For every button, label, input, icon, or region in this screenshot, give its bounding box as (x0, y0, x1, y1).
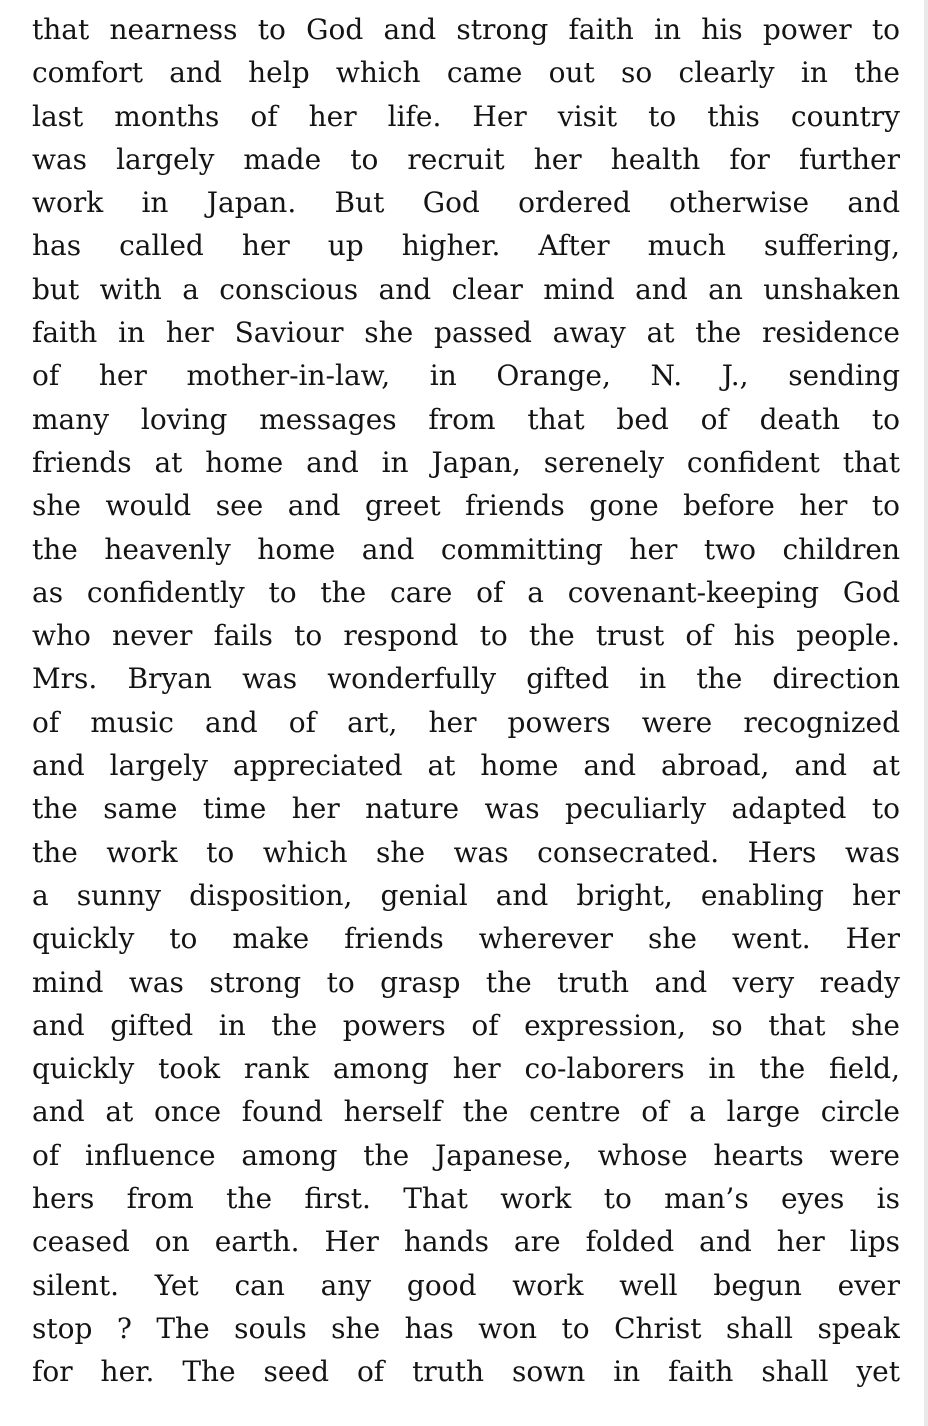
body-text (32, 8, 900, 1394)
text-line: friends at home and in Japan, serenely confident that (32, 445, 900, 479)
text-line: ceased on earth. Her hands are folded and her lips (32, 1225, 900, 1259)
text-line: of music and of art, her powers were recognized (32, 705, 900, 739)
text-line: for her. The seed of truth sown in faith shall yet (32, 1355, 900, 1389)
text-line: but with a conscious and clear mind and an unshaken (32, 272, 900, 306)
text-line: and at once found herself the centre of a large circle (32, 1095, 900, 1129)
text-line: as confidently to the care of a covenant-keeping God (32, 575, 900, 609)
text-line: who never fails to respond to the trust of his people. (32, 619, 900, 653)
text-line: the heavenly home and committing her two children (32, 532, 900, 566)
text-line: of her mother-in-law, in Orange, N. J., sending (32, 359, 900, 393)
text-line: hers from the first. That work to man’s eyes is (32, 1182, 900, 1216)
text-line: stop ? The souls she has won to Christ shall speak (32, 1311, 900, 1345)
text-line: of influence among the Japanese, whose hearts were (32, 1138, 900, 1172)
text-line: silent. Yet can any good work well begun ever (32, 1268, 900, 1302)
page-edge-divider (924, 0, 928, 1426)
text-line: many loving messages from that bed of death to (32, 402, 900, 436)
text-line: has called her up higher. After much suffering, (32, 229, 900, 263)
text-line: the same time her nature was peculiarly adapted to (32, 792, 900, 826)
text-line: quickly to make friends wherever she went. Her (32, 922, 900, 956)
text-line: faith in her Saviour she passed away at the residence (32, 316, 900, 350)
text-line: mind was strong to grasp the truth and very ready (32, 965, 900, 999)
text-line: and largely appreciated at home and abroad, and at (32, 749, 900, 783)
text-line: comfort and help which came out so clearly in the (32, 56, 900, 90)
text-line: Mrs. Bryan was wonderfully gifted in the direction (32, 662, 900, 696)
text-line: she would see and greet friends gone before her to (32, 489, 900, 523)
text-line: work in Japan. But God ordered otherwise and (32, 186, 900, 220)
text-line: a sunny disposition, genial and bright, enabling her (32, 878, 900, 912)
text-line: that nearness to God and strong faith in his power to (32, 13, 900, 46)
text-line: was largely made to recruit her health for further (32, 142, 900, 176)
text-line: last months of her life. Her visit to this country (32, 99, 900, 133)
text-line: and gifted in the powers of expression, so that she (32, 1008, 900, 1042)
text-line: quickly took rank among her co-laborers in the field, (32, 1052, 900, 1086)
text-line: the work to which she was consecrated. Hers was (32, 835, 900, 869)
